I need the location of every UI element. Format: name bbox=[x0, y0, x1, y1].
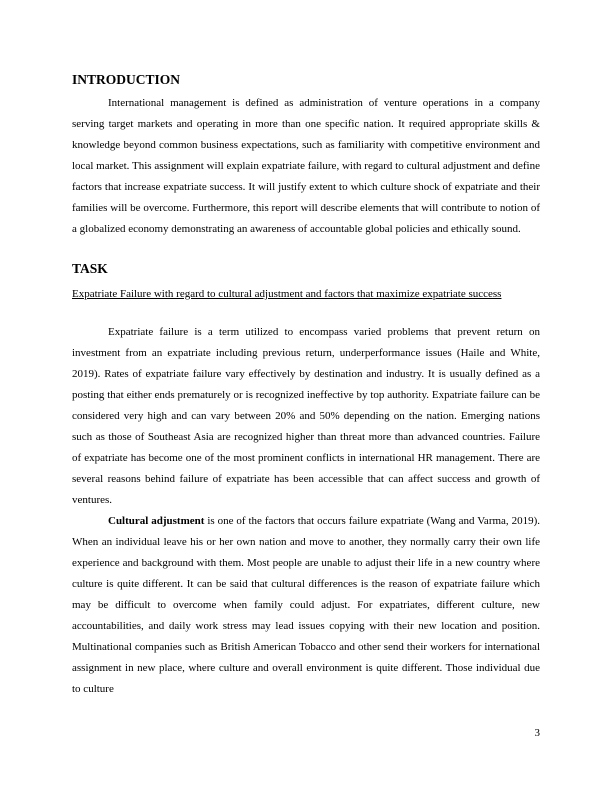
cultural-adjustment-paragraph bbox=[72, 511, 540, 700]
cultural-adjustment-text: is one of the factors that occurs failure expatriate (Wang and Varma, 2019). When an individual leave his or her own nation and move to another, they normally carry their own life experience and background with them. Most people are unable to adjust their life in a new country where culture is quite different. It can be said that cultural differences is the reason of expatriate failure which may be difficult to overcome when family could adjust. For expatriates, different culture, new accountabilities, and daily work stress may lead issues copying with their new location and position. Multinational companies such as British American Tobacco and other send their workers for international assignment in new place, where culture and overall environment is quite different. Those individual due to culture bbox=[72, 515, 540, 695]
page-number: 3 bbox=[534, 727, 540, 739]
task-subheading: Expatriate Failure with regard to cultural adjustment and factors that maximize expatriate success bbox=[72, 288, 502, 300]
expatriate-failure-paragraph: Expatriate failure is a term utilized to encompass varied problems that prevent return on investment from an expatriate including previous return, underperformance issues (Haile and White, 2019). Rates of expatriate failure vary effectively by destination and industry. It is usually defined as a posting that either ends prematurely or is recognized ineffective by top authority. Expatriate failure can be considered very high and can vary between 20% and 50% depending on the nation. Emerging nations such as those of Southeast Asia are recognized higher than threat more than advanced countries. Failure of expatriate has become one of the most prominent conflicts in international HR management. There are several reasons behind failure of expatriate has been accessible that can affect success and growth of ventures. bbox=[72, 326, 540, 506]
introduction-paragraph: International management is defined as administration of venture operations in a company serving target markets and operating in more than one specific nation. It required appropriate skills & knowledge beyond common business expectations, such as familiarity with competitive environment and local market. This assignment will explain expatriate failure, with regard to cultural adjustment and define factors that increase expatriate success. It will justify extent to which culture shock of expatriate and their families will be overcome. Furthermore, this report will describe elements that will contribute to notion of a globalized economy demonstrating an awareness of accountable global policies and ethically sound. bbox=[72, 97, 540, 235]
cultural-adjustment-term: Cultural adjustment bbox=[108, 515, 205, 527]
introduction-heading: INTRODUCTION bbox=[72, 72, 181, 87]
task-heading: TASK bbox=[72, 261, 108, 276]
